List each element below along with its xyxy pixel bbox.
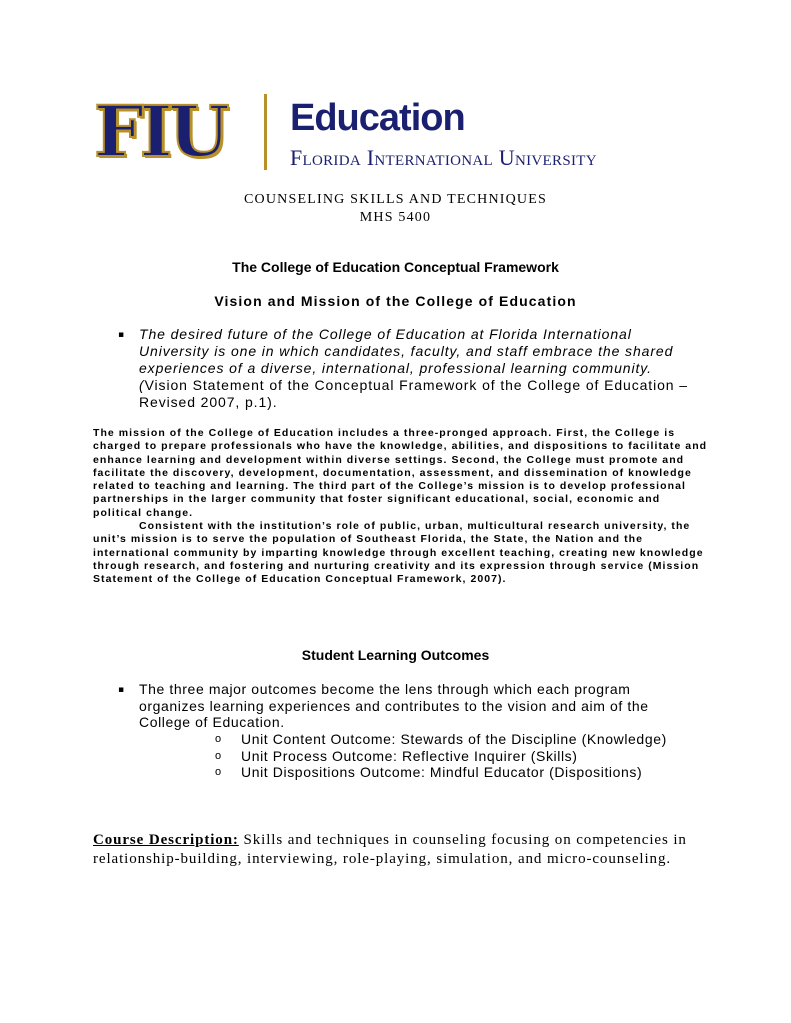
logo-university-name: Florida International University [290,145,597,170]
circle-bullet-icon: o [215,749,222,762]
square-bullet-icon: ▪ [118,330,125,340]
vision-mission-heading: Vision and Mission of the College of Education [214,293,577,309]
circle-bullet-icon: o [215,766,222,778]
vision-statement-italic: The desired future of the College of Education at Florida International University is one in which candidates, faculty, and staff embrace the shared experiences of a diverse, international, professional learning community. ( [139,326,674,393]
outcome-text: Unit Dispositions Outcome: Mindful Educator (Dispositions) [241,764,643,780]
logo-education-title: Education [290,97,465,139]
course-description-text: Skills and techniques in counseling focusing on competencies in relationship-building, interviewing, role-playing, simulation, and micro-counseling. [93,832,687,867]
framework-heading: The College of Education Conceptual Framework [232,259,559,275]
vision-statement [139,326,699,411]
fiu-logo-mark: FIU [94,90,226,173]
course-description [93,831,703,869]
student-learning-outcomes-heading: Student Learning Outcomes [301,647,490,663]
outcomes-intro: The three major outcomes become the lens through which each program organizes learning experiences and contributes to the vision and aim of the College of Education. [139,681,649,730]
course-description-label: Course Description: [93,832,239,848]
vision-statement-citation: Vision Statement of the Conceptual Framework of the College of Education – Revised 2007, p.1). [139,377,688,410]
outcome-text: Unit Content Outcome: Stewards of the Discipline (Knowledge) [241,731,667,747]
list-item [215,731,715,748]
mission-statement [93,427,713,587]
course-code: MHS 5400 [359,210,432,225]
fiu-education-logo [94,92,699,174]
square-bullet-icon: ▪ [118,685,125,695]
course-title: COUNSELING SKILLS AND TECHNIQUES [244,192,547,207]
list-item [215,748,715,765]
outcomes-list [215,731,715,781]
circle-bullet-icon: o [215,733,222,745]
mission-paragraph: The mission of the College of Education includes a three-pronged approach. First, the College is charged to prepare professionals who have the knowledge, abilities, and dispositions to facilitate and enhance learning and development within diverse settings. Second, the College must promote and facilitate the discovery, development, documentation, assessment, and dissemination of knowledge related to teaching and learning. The third part of the College’s mission is to develop professional partnerships in the larger community that foster significant educational, social, economic and political change. [93,427,708,519]
list-item [215,764,715,781]
logo-divider [264,94,267,170]
mission-paragraph: Consistent with the institution’s role of public, urban, multicultural research university, the unit’s mission is to serve the population of Southeast Florida, the State, the Nation and the international community by imparting knowledge through excellent teaching, creating new knowledge through research, and fostering and nurturing creativity and its expression through service (Mission Statement of the College of Education Conceptual Framework, 2007). [93,520,704,586]
outcome-text: Unit Process Outcome: Reflective Inquirer (Skills) [241,747,578,764]
